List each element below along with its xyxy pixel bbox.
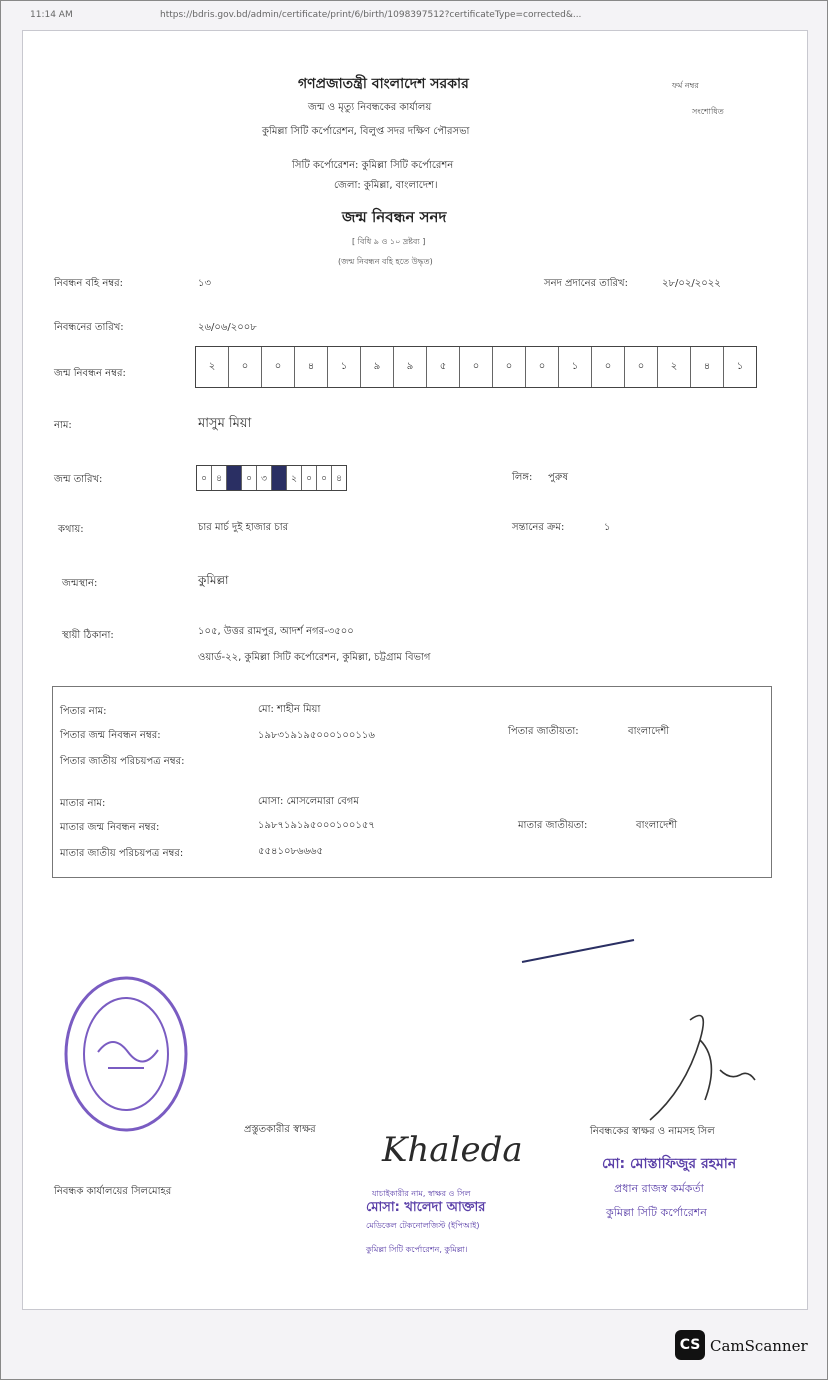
print-time: 11:14 AM xyxy=(30,10,73,20)
registration-digit: ২ xyxy=(196,347,229,387)
dob-label: জন্ম তারিখ: xyxy=(54,474,103,485)
camscanner-logo-icon: CS xyxy=(675,1330,705,1360)
sex-value: পুরুষ xyxy=(548,472,568,483)
govt-title: গণপ্রজাতন্ত্রী বাংলাদেশ সরকার xyxy=(298,76,469,92)
father-brn-value: ১৯৮৩১৯১৯৫০০০১০০১১৬ xyxy=(258,730,375,741)
registration-digit: ১ xyxy=(736,360,744,372)
dob-digit: ৪ xyxy=(212,466,227,490)
child-order-label: সন্তানের ক্রম: xyxy=(512,522,565,533)
dob-words-value: চার মার্চ দুই হাজার চার xyxy=(198,522,289,533)
birthplace-value: কুমিল্লা xyxy=(198,573,229,587)
print-url: https://bdris.gov.bd/admin/certificate/print/6/birth/1098397512?certificateType=corrected&... xyxy=(160,10,582,20)
pen-stroke-icon xyxy=(518,936,638,966)
sex-label: লিঙ্গ: xyxy=(512,472,533,483)
dob-separator xyxy=(272,466,287,490)
city-corporation: সিটি কর্পোরেশন: কুমিল্লা সিটি কর্পোরেশন xyxy=(292,160,454,171)
registration-digit: ৪ xyxy=(691,347,724,387)
office-title: জন্ম ও মৃত্যু নিবন্ধকের কার্যালয় xyxy=(308,102,432,113)
address-line-2: ওয়ার্ড-২২, কুমিল্লা সিটি কর্পোরেশন, কুমিল্লা, চট্টগ্রাম বিভাগ xyxy=(198,652,431,663)
camscanner-text: CamScanner xyxy=(710,1337,808,1355)
registrar-signature-icon xyxy=(630,1000,770,1130)
registrar-signature-label: নিবন্ধকের স্বাক্ষর ও নামসহ সিল xyxy=(590,1126,715,1137)
mother-nationality-value: বাংলাদেশী xyxy=(636,820,678,831)
dob-digit: ০ xyxy=(242,466,257,490)
registration-digit: ৯ xyxy=(394,347,427,387)
issue-date-value: ২৮/০২/২০২২ xyxy=(662,278,721,289)
registration-digit: ২ xyxy=(658,347,691,387)
child-order-value: ১ xyxy=(604,522,611,533)
registration-digit: ০ xyxy=(592,347,625,387)
address-label: স্থায়ী ঠিকানা: xyxy=(62,630,114,641)
dob-digit: ০ xyxy=(317,466,332,490)
office-seal-icon xyxy=(58,972,198,1142)
registrar-title: প্রধান রাজস্ব কর্মকর্তা xyxy=(614,1182,704,1195)
dob-digit: ০ xyxy=(197,466,212,490)
registration-digit: ০ xyxy=(625,347,658,387)
registration-digit: ০ xyxy=(460,347,493,387)
registration-digit: ০ xyxy=(526,347,559,387)
registration-digit: ৫ xyxy=(427,347,460,387)
dob-boxes xyxy=(196,465,347,491)
registration-digit: ০ xyxy=(262,347,295,387)
preparer-signature-label: প্রস্তুতকারীর স্বাক্ষর xyxy=(244,1124,316,1135)
book-number-label: নিবন্ধন বহি নম্বর: xyxy=(54,278,124,289)
corrected-mark: সংশোধিত xyxy=(692,107,724,116)
book-number-value: ১৩ xyxy=(198,278,211,289)
registration-digit: ০ xyxy=(493,347,526,387)
father-nationality-value: বাংলাদেশী xyxy=(628,726,670,737)
verifier-signature: Khaleda xyxy=(382,1130,523,1170)
registration-date-label: নিবন্ধনের তারিখ: xyxy=(54,322,124,333)
dob-digit: ০ xyxy=(302,466,317,490)
registrar-name: মো: মোস্তাফিজুর রহমান xyxy=(602,1156,737,1172)
father-name-label: পিতার নাম: xyxy=(60,706,107,717)
rule-reference: [ বিধি ৯ ও ১০ দ্রষ্টব্য ] xyxy=(352,237,426,246)
registration-digit: ০ xyxy=(229,347,262,387)
registration-date-value: ২৬/০৬/২০০৮ xyxy=(198,322,257,333)
mother-brn-value: ১৯৮৭১৯১৯৫০০০১০০১৫৭ xyxy=(258,820,375,831)
registrar-org: কুমিল্লা সিটি কর্পোরেশন xyxy=(606,1206,707,1219)
office-seal-label: নিবন্ধক কার্যালয়ের সিলমোহর xyxy=(54,1186,172,1197)
name-label: নাম: xyxy=(54,420,72,431)
mother-name-label: মাতার নাম: xyxy=(60,798,106,809)
extract-note: (জন্ম নিবন্ধন বহি হতে উদ্ধৃত) xyxy=(338,257,433,266)
mother-brn-label: মাতার জন্ম নিবন্ধন নম্বর: xyxy=(60,822,160,833)
father-name-value: মো: শাহীন মিয়া xyxy=(258,704,321,715)
mother-nid-value: ৫৫৪১০৮৬৬৬৫ xyxy=(258,846,323,857)
registration-number-label: জন্ম নিবন্ধন নম্বর: xyxy=(54,368,126,379)
registration-digit: ১ xyxy=(328,347,361,387)
office-location: কুমিল্লা সিটি কর্পোরেশন, বিলুপ্ত সদর দক্ষিণ পৌরসভা xyxy=(262,126,470,137)
verifier-title: মেডিকেল টেকনোলজিস্ট (ইপিআই) xyxy=(366,1221,480,1230)
mother-name-value: মোসা: মোসলেমারা বেগম xyxy=(258,796,359,807)
birthplace-label: জন্মস্থান: xyxy=(62,578,98,589)
mother-nid-label: মাতার জাতীয় পরিচয়পত্র নম্বর: xyxy=(60,848,184,859)
mother-nationality-label: মাতার জাতীয়তা: xyxy=(518,820,588,831)
district: জেলা: কুমিল্লা, বাংলাদেশ। xyxy=(334,180,438,191)
verifier-caption: যাচাইকারীর নাম, স্বাক্ষর ও সিল xyxy=(372,1189,471,1198)
registration-digit: ৪ xyxy=(295,347,328,387)
registration-number-boxes xyxy=(195,346,757,388)
dob-digit: ৩ xyxy=(257,466,272,490)
dob-words-label: কথায়: xyxy=(58,524,84,535)
registration-digit: ৯ xyxy=(361,347,394,387)
father-nationality-label: পিতার জাতীয়তা: xyxy=(508,726,579,737)
father-nid-label: পিতার জাতীয় পরিচয়পত্র নম্বর: xyxy=(60,756,185,767)
dob-digit: ৪ xyxy=(336,473,342,484)
verifier-org: কুমিল্লা সিটি কর্পোরেশন, কুমিল্লা। xyxy=(366,1245,468,1254)
address-line-1: ১০৫, উত্তর রামপুর, আদর্শ নগর-৩৫০০ xyxy=(198,626,354,637)
dob-digit: ২ xyxy=(287,466,302,490)
form-number: ফর্ম নম্বর xyxy=(672,81,699,90)
dob-separator xyxy=(227,466,242,490)
registration-digit: ১ xyxy=(559,347,592,387)
verifier-name: মোসা: খালেদা আক্তার xyxy=(366,1200,486,1215)
father-brn-label: পিতার জন্ম নিবন্ধন নম্বর: xyxy=(60,730,161,741)
name-value: মাসুম মিয়া xyxy=(198,416,252,431)
issue-date-label: সনদ প্রদানের তারিখ: xyxy=(544,278,628,289)
certificate-title: জন্ম নিবন্ধন সনদ xyxy=(342,208,447,226)
